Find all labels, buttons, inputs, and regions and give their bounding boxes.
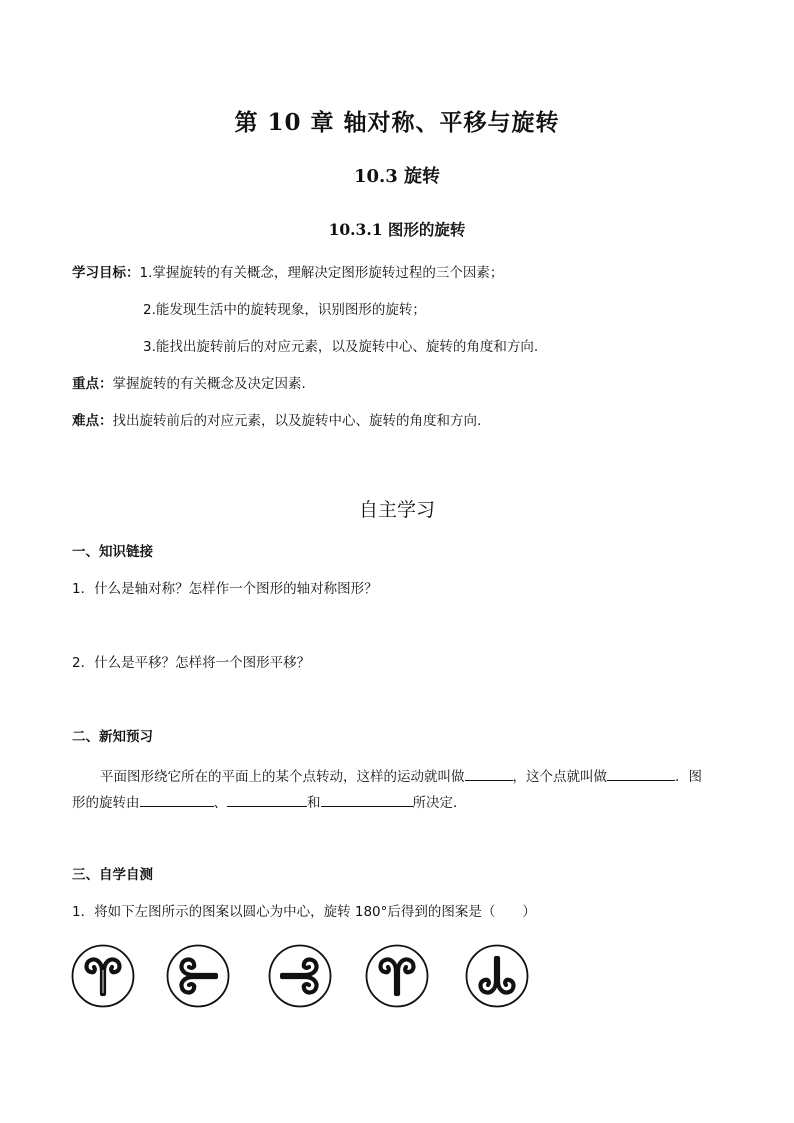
objectives-row-1 [72, 264, 503, 282]
ram-horn-inverted-icon [465, 944, 529, 1008]
blank-rotation-center[interactable] [607, 766, 675, 781]
key-point-text: 掌握旋转的有关概念及决定因素. [112, 376, 306, 392]
blank-factor-3[interactable] [321, 792, 413, 807]
ram-horn-upright-icon [365, 944, 429, 1008]
difficult-point-text: 找出旋转前后的对应元素，以及旋转中心、旋转的角度和方向. [112, 413, 482, 429]
fill-in-text: 平面图形绕它所在的平面上的某个点转动，这样的运动就叫做 [100, 769, 465, 785]
fill-in-text: ，这个点就叫做 [512, 769, 607, 785]
ram-horn-upright-icon [71, 944, 135, 1008]
option-b[interactable] [268, 944, 332, 1008]
option-a[interactable] [166, 944, 230, 1008]
fill-in-text: ．图 [675, 769, 702, 785]
objective-item: 2.能发现生活中的旋转现象，识别图形的旋转； [143, 302, 426, 318]
part1-question-1: 1．什么是轴对称？怎样作一个图形的轴对称图形？ [72, 581, 378, 597]
difficult-point [72, 412, 481, 430]
part1-heading: 一、知识链接 [72, 544, 153, 560]
key-point [72, 375, 306, 393]
key-point-label: 重点： [72, 376, 113, 392]
subsection-title: 10.3.1 图形的旋转 [328, 220, 466, 239]
ram-horn-rotated-right-icon [268, 944, 332, 1008]
part2-heading: 二、新知预习 [72, 729, 153, 745]
ram-horn-rotated-left-icon [166, 944, 230, 1008]
fill-in-line-1 [100, 766, 702, 786]
fill-in-text: 形的旋转由 [72, 795, 140, 811]
fill-in-text: 所决定． [412, 795, 467, 811]
objectives-label: 学习目标： [72, 265, 140, 281]
figure-original [71, 944, 135, 1008]
objective-item: 3.能找出旋转前后的对应元素，以及旋转中心、旋转的角度和方向. [143, 339, 539, 355]
blank-rotation-term[interactable] [465, 766, 513, 781]
self-study-heading: 自主学习 [358, 499, 435, 521]
part3-question-1: 1．将如下左图所示的图案以圆心为中心，旋转 180°后得到的图案是（ ） [72, 904, 536, 920]
chapter-title: 第 10 章 轴对称、平移与旋转 [234, 109, 560, 136]
fill-in-text: 、 [213, 795, 227, 811]
option-d[interactable] [465, 944, 529, 1008]
objective-item: 1.掌握旋转的有关概念，理解决定图形旋转过程的三个因素； [139, 265, 504, 281]
part1-question-2: 2．什么是平移？怎样将一个图形平移？ [72, 655, 311, 671]
difficult-point-label: 难点： [72, 413, 113, 429]
blank-factor-2[interactable] [227, 792, 307, 807]
option-c[interactable] [365, 944, 429, 1008]
blank-factor-1[interactable] [140, 792, 214, 807]
section-title: 10.3 旋转 [353, 166, 441, 187]
fill-in-text: 和 [307, 795, 321, 811]
part3-heading: 三、自学自测 [72, 867, 153, 883]
fill-in-line-2 [72, 792, 467, 812]
